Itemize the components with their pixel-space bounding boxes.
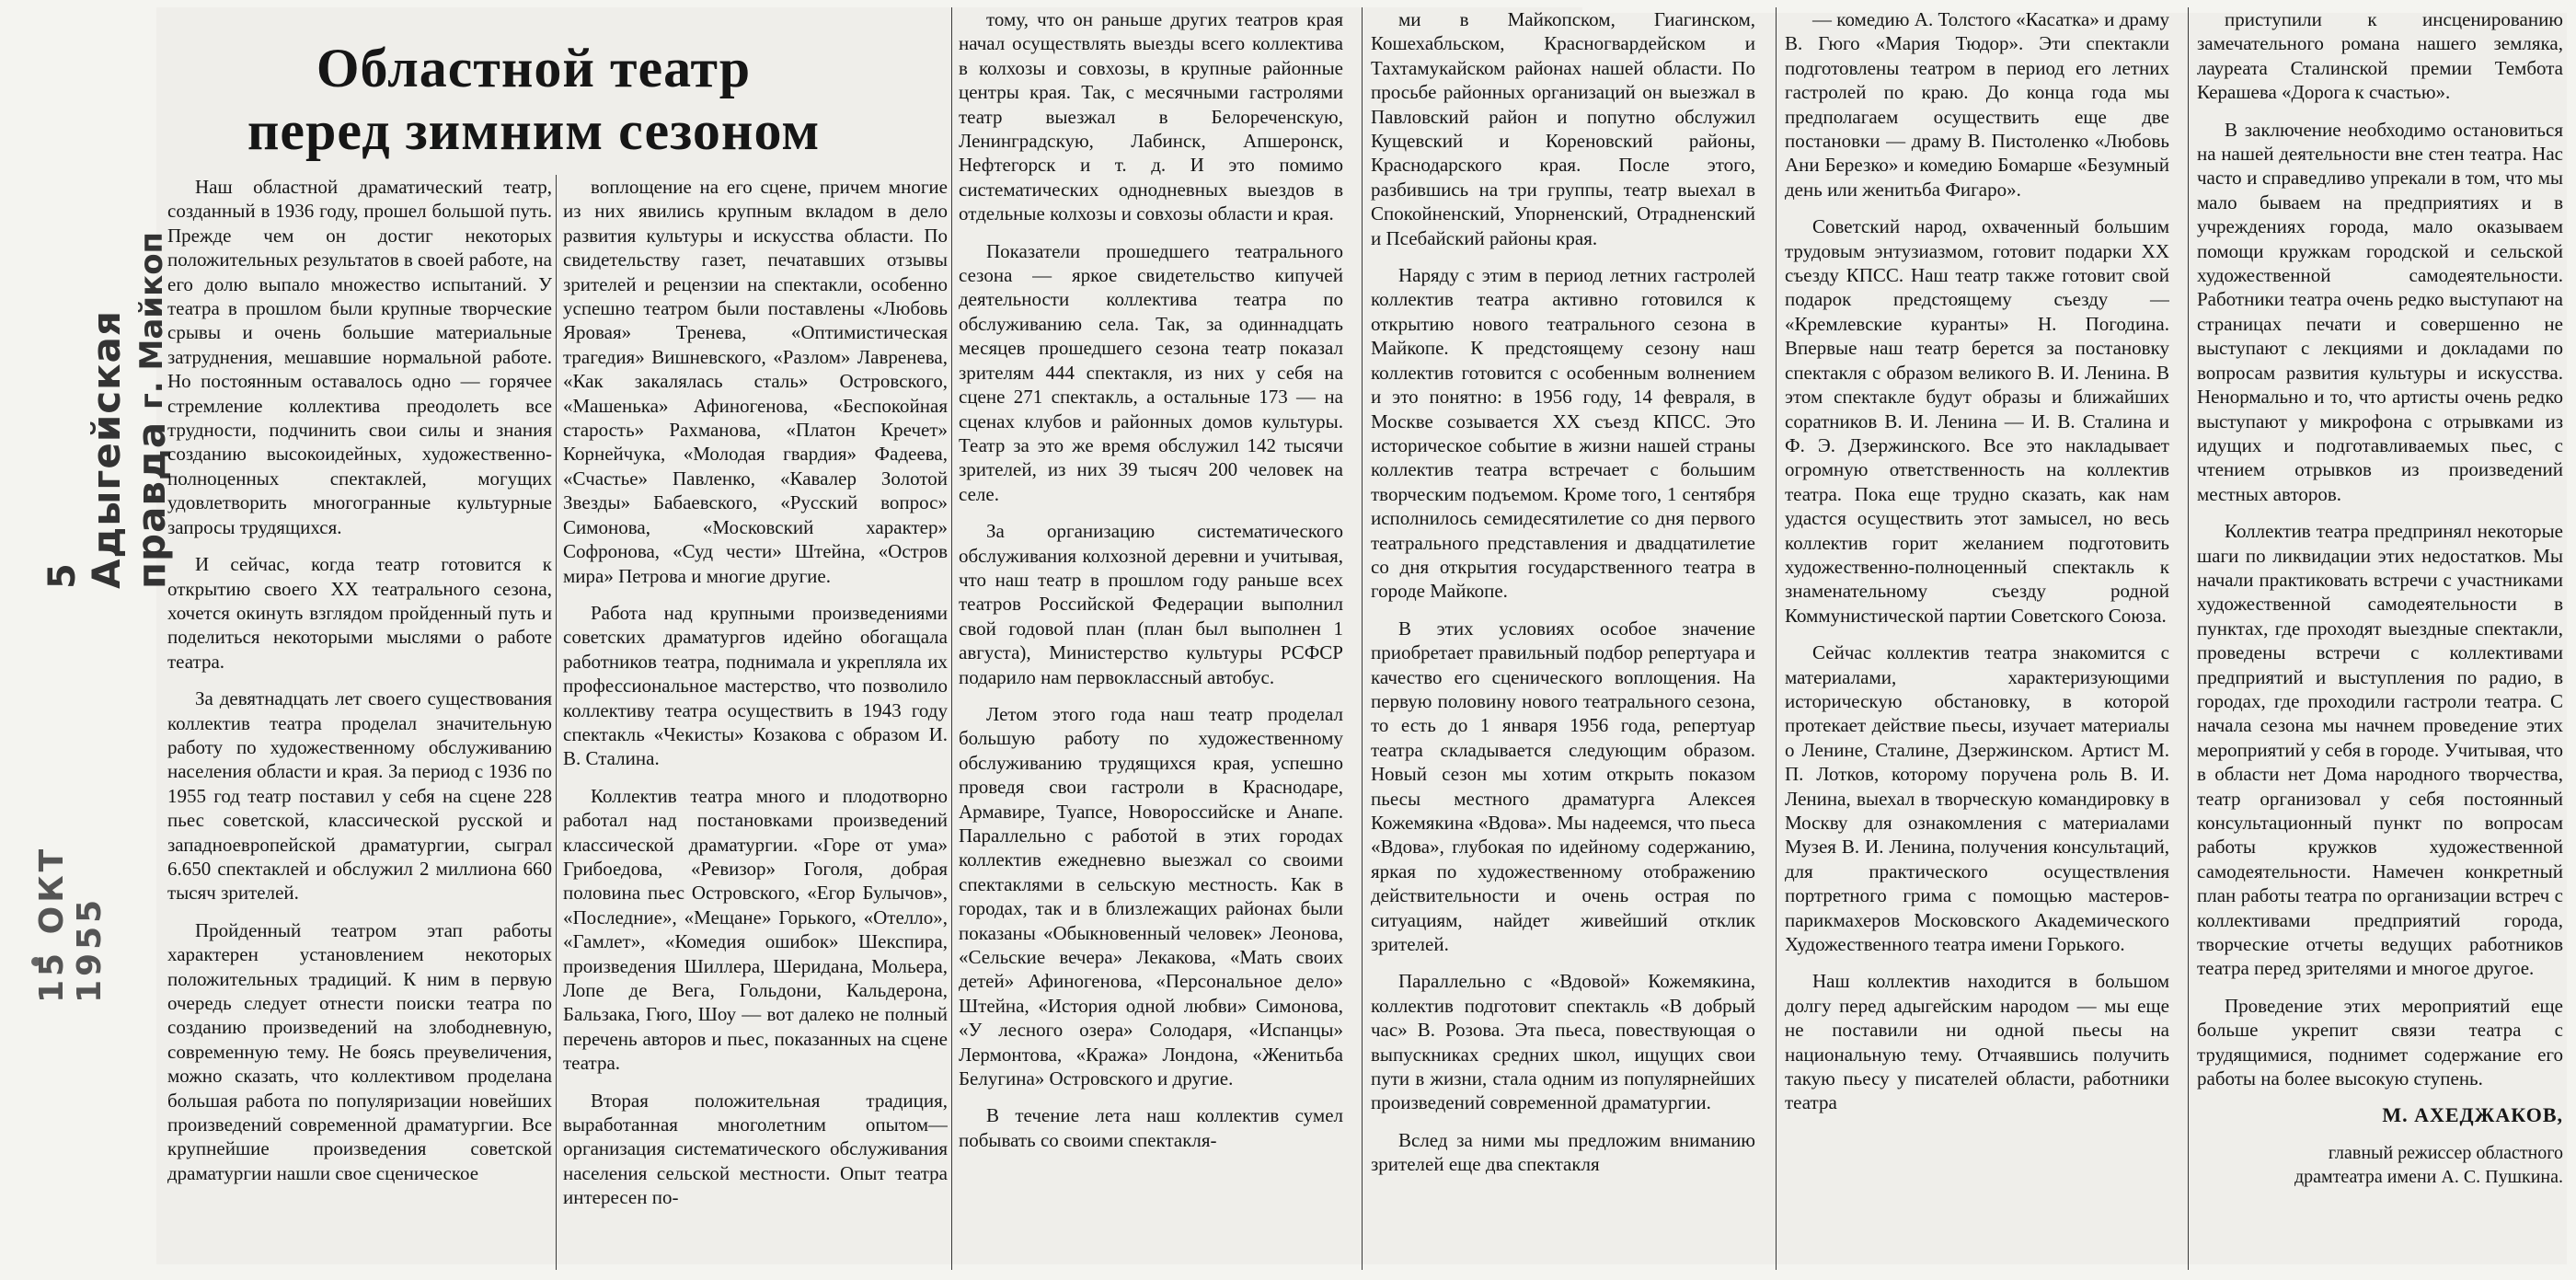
paragraph: Коллектив театра предпринял некоторые шаги по ликвидации этих недостатков. Мы начали практиковать встречи с участниками художественной самодеятельности в пунктах, где проходят выездные спектакли, проведены встречи с коллективами предприятий и выступления по радио, в городах, где проходили гастроли театра. С начала сезона мы начнем проведение этих мероприятий у себя в городе. Учитывая, что в области нет Дома народного творчества, театр организовал у себя постоянный консультационный пункт по вопросам работы кружков художественной самодеятельности. Намечен конкретный план работы театра по организации встреч с коллективами предприятий города, творческие отчеты ведущих работников театра перед зрителями и многое другое. [2197,520,2563,980]
article-column-6 [2197,7,2563,1270]
paragraph: Коллектив театра много и плодотворно работал над постановками произведений классической драматургии. «Горе от ума» Грибоедова, «Ревизор» Гоголя, добрая половина пьес Островского, «Егор Булычов», «Последние», «Мещане» Горького, «Отелло», «Гамлет», «Комедия ошибок» Шекспира, произведения Шиллера, Шеридана, Мольера, Лопе де Вега, Гольдони, Кальдерона, Бальзака, Гюго, Шоу — вот далеко не полный перечень авторов и пьес, показанных на сцене театра. [563,784,948,1075]
author-title-line-2: драмтеатра имени А. С. Пушкина. [2294,1167,2563,1188]
paragraph: Наряду с этим в период летних гастролей коллектив театра активно готовился к открытию нового театрального сезона в Майкопе. К предстоящему сезону наш коллектив готовится с особенным волнением и это понятно: в 1956 году, 14 февраля, в Москве созывается XX съезд КПСС. Это историческое событие в жизни нашей страны коллектив театра встречает с большим творческим подъемом. Кроме того, 1 сентября исполнилось семидесятилетие со дня первого театрального представления и двадцатилетие со дня открытия государственного театра в городе Майкопе. [1371,264,1755,603]
paragraph: приступили к инсценированию замечательного романа нашего земляка, лауреата Сталинской премии Тембота Керашева «Дорога к счастью». [2197,8,2563,104]
paragraph: За девятнадцать лет своего существования коллектив театра проделал значительную работу по художественному обслуживанию населения области и края. За период с 1936 по 1955 год театр поставил у себя на сцене 228 пьес советской, классической русской и западноевропейской драматургии, сыграл 6.650 спектаклей и обслужил 2 миллиона 660 тысяч зрителей. [167,687,552,905]
paragraph: В течение лета наш коллектив сумел побывать со своими спектакля- [959,1104,1343,1151]
author-signature: М. АХЕДЖАКОВ, [2382,1103,2563,1127]
paragraph: Вслед за ними мы предложим вниманию зрителей еще два спектакля [1371,1128,1755,1176]
paragraph: ми в Майкопском, Гиагинском, Кошехабльском, Красногвардейском и Тахтамукайском районах нашей области. По просьбе районных организаций он выезжал в Павловский район и попутно обслужил Кущевский и Кореновский районы, Краснодарского края. После этого, разбившись на три группы, театр выехал в Спокойненский, Упорненский, Отрадненский и Псебайский районы края. [1371,8,1755,249]
paragraph: Сейчас коллектив театра знакомится с материалами, характеризующими историческую обстановку, в которой протекает действие пьесы, изучает материалы о Ленине, Сталине, Дзержинском. Артист М. П. Лотков, которому поручена роль В. И. Ленина, выехал в творческую командировку в Москву для ознакомления с материалами Музея В. И. Ленина, получения консультаций, для практического осуществления портретного грима с помощью мастеров-парикмахеров Московского Академического Художественного театра имени Горького. [1785,641,2169,956]
handwritten-mark: 5 [41,563,84,589]
column-divider [1362,7,1363,1270]
article-column-5 [1785,7,2169,1270]
paragraph: За организацию систематического обслуживания колхозной деревни и учитывая, что наш театр в прошлом году раньше всех театров Российской Федерации выполнил свой годовой план (план был выполнен 1 августа), Министерство культуры РСФСР подарило нам первоклассный автобус. [959,520,1343,688]
headline-line-2: перед зимним сезоном [247,100,821,161]
column-divider [2188,7,2189,1270]
paragraph: В заключение необходимо остановиться на нашей деятельности вне стен театра. Нас часто и справедливо упрекали в том, что мы мало бываем на предприятиях и в учреждениях города, мало оказываем помощи кружкам городской и сельской художественной самодеятельности. Работники театра очень редко выступают на страницах печати и совершенно не выступают с лекциями и докладами по вопросам развития культуры и искусства. Ненормально и то, что артисты очень редко выступают у микрофона с отрывками из идущих и подготавливаемых пьес, с чтением отрывков из произведений местных авторов. [2197,118,2563,505]
author-title-line-1: главный режиссер областного [2328,1142,2563,1163]
paragraph: Наш областной драматический театр, созданный в 1936 году, прошел большой путь. Прежде чем он достиг некоторых положительных результатов в своей работе, на его долю выпало множество испытаний. У театра в прошлом были крупные творческие срывы и очень большие материальные затруднения, мешавшие нормальной работе. Но постоянным оставалось одно — горячее стремление коллектива преодолеть все трудности, подчинить свои силы и знания созданию высокоидейных, художественно-полноценных спектаклей, могущих удовлетворить многогранные культурные запросы трудящихся. [167,176,552,538]
paragraph: Параллельно с «Вдовой» Кожемякина, коллектив подготовит спектакль «В добрый час» В. Розова. Эта пьеса, повествующая о выпускниках средних школ, ищущих свои пути в жизни, стала одним из популярнейших произведений современной драматургии. [1371,970,1755,1114]
paragraph: Советский народ, охваченный большим трудовым энтузиазмом, готовит подарки XX съезду КПСС. Наш театр также готовит свой подарок предстоящему съезду — «Кремлевские куранты» Н. Погодина. Впервые наш театр берется за постановку спектакля с образом великого В. И. Ленина. В этом спектакле будут образы и ближайших соратников В. И. Ленина — И. В. Сталина и Ф. Э. Дзержинского. Все это накладывает огромную ответственность на коллектив театра. Пока еще трудно сказать, как нам удастся осуществить этот замысел, но весь коллектив горит желанием подготовить художественно-полноценный спектакль к знаменательному съезду родной Коммунистической партии Советского Союза. [1785,215,2169,627]
paragraph: В этих условиях особое значение приобретает правильный подбор репертуара и качество его сценического воплощения. На первую половину нового театрального сезона, то есть до 1 января 1956 года, репертуар театра складывается следующим образом. Новый сезон мы хотим открыть показом пьесы местного драматурга Алексея Кожемякина «Вдова». Мы надеемся, что пьеса «Вдова», глубокая по идейному содержанию, яркая по художественному отображению действительности и очень острая по ситуациям, найдет живейший отклик зрителей. [1371,617,1755,956]
paragraph: Работа над крупными произведениями советских драматургов идейно обогащала работников театра, поднимала и укрепляла их профессиональное мастерство, что позволило коллективу театра осуществить в 1943 году спектакль «Чекисты» Козакова с образом И. В. Сталина. [563,601,948,770]
article-headline [166,37,902,162]
source-newspaper: Адыгейская правда [84,310,174,589]
paragraph: Показатели прошедшего театрального сезона — яркое свидетельство кипучей деятельности коллектива театра по обслуживанию села. Так, за одиннадцать месяцев прошедшего сезона театр показал зрителям 444 спектакля, из них у себя на сцене 271 спектакль, а остальные 173 — на сценах клубов и районных домов культуры. Театр за это же время обслужил 142 тысячи зрителей, из них 39 тысяч 200 человек на селе. [959,239,1343,505]
paragraph: тому, что он раньше других театров края начал осуществлять выезды всего коллектива в колхозы и совхозы, в крупные районные центры края. Так, с месячными гастролями театр выезжал в Белореченскую, Ленинградскую, Лабинск, Апшеронск, Нефтегорск и т. д. И это помимо систематических однодневных выездов в отдельные колхозы и совхозы области и края. [959,8,1343,225]
paragraph: И сейчас, когда театр готовится к открытию своего XX театрального сезона, хочется окинуть взглядом пройденный путь и поделиться некоторыми мыслями о работе театра. [167,553,552,673]
paragraph: Вторая положительная традиция, выработанная многолетним опытом— организация систематического обслуживания населения сельской местности. Опыт театра интересен по- [563,1089,948,1209]
article-column-4 [1371,7,1755,1270]
source-city: г. Майкоп [133,231,170,409]
paragraph: Наш коллектив находится в большом долгу перед адыгейским народом — мы еще не поставили ни одной пьесы на национальную тему. Отчаявшись получить такую пьесу у писателей области, работники театра [1785,970,2169,1114]
date-stamp: 15 ОКТ 1955 [33,845,109,1003]
paragraph: Проведение этих мероприятий еще больше укрепит связи театра с трудящимися, поднимет содержание его работы на более высокую ступень. [2197,994,2563,1090]
paragraph: воплощение на его сцене, причем многие из них явились крупным вкладом в дело развития культуры и искусства области. По свидетельству газет, печатавших отзывы зрителей и рецензии на спектакли, особенно успешно театром были поставлены «Любовь Яровая» Тренева, «Оптимистическая трагедия» Вишневского, «Разлом» Лавренева, «Как закалялась сталь» Островского, «Машенька» Афиногенова, «Беспокойная старость» Рахманова, «Платон Кречет» Корнейчука, «Молодая гвардия» Фадеева, «Счастье» Павленко, «Кавалер Золотой Звезды» Бабаевского, «Русский вопрос» Симонова, «Московский характер» Софронова, «Суд чести» Штейна, «Остров мира» Петрова и многие другие. [563,176,948,587]
column-divider [1776,7,1777,1270]
handwritten-source-note [41,129,174,589]
headline-line-1: Областной театр [316,38,752,98]
article-column-1 [167,175,552,1270]
column-divider [556,175,557,1270]
article-column-3 [959,7,1343,1270]
article-column-2 [563,175,948,1270]
paragraph: — комедию А. Толстого «Касатка» и драму В. Гюго «Мария Тюдор». Эти спектакли подготовлены театром в период его летних гастролей по краю. До конца года мы предполагаем осуществить еще две постановки — драму В. Пистоленко «Любовь Ани Березко» и комедию Бомарше «Безумный день или женитьба Фигаро». [1785,8,2169,201]
paragraph: Летом этого года наш театр проделал большую работу по художественному обслуживанию трудящихся края, успешно проведя свои гастроли в Краснодаре, Армавире, Туапсе, Новороссийске и Анапе. Параллельно с работой в этих городах коллектив ежедневно выезжал со своими спектаклями в сельскую местность. Как в городах, так и в близлежащих районах были показаны «Обыкновенный человек» Леонова, «Сельские вечера» Лекакова, «Мать своих детей» Афиногенова, «Персональное дело» Штейна, «История одной любви» Симонова, «У лесного озера» Солодаря, «Испанцы» Лермонтова, «Кража» Лондона, «Женитьба Белугина» Островского и другие. [959,702,1343,1090]
paragraph: Пройденный театром этап работы характерен установлением некоторых положительных традиций. К ним в первую очередь следует отнести поиски театра по созданию произведений на злободневную, современную тему. Не боясь преувеличения, можно сказать, что коллективом проделана большая работа по популяризации новейших произведений современной драматургии. Все крупнейшие произведения советской драматургии нашли свое сценическое [167,918,552,1184]
column-divider [951,7,952,1270]
